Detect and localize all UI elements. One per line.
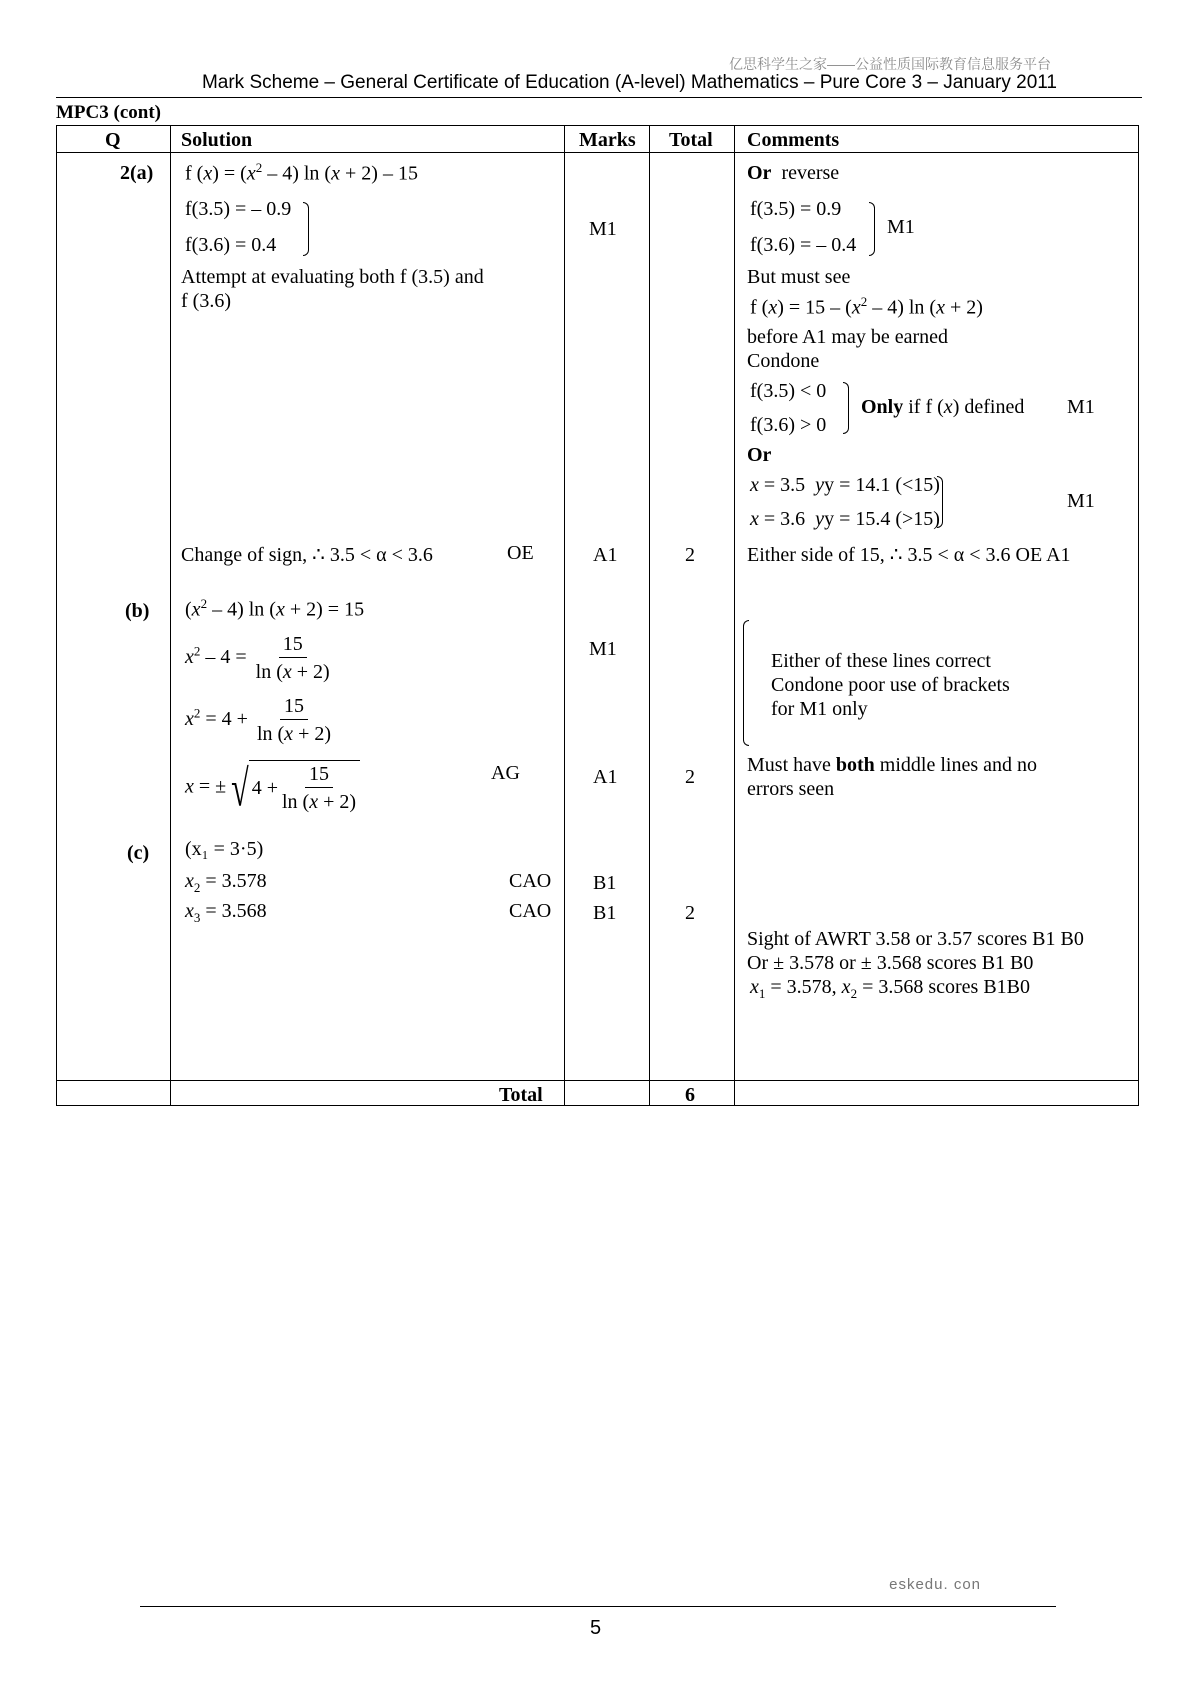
col-divider: [564, 126, 565, 1105]
iteration-x2: $x_2 = 3.578$: [185, 870, 267, 895]
question-label-2a: 2(a): [120, 162, 154, 184]
equation-line: $x^2 = 4$ + $\frac{15}{\ln (x + 2)}$: [185, 695, 332, 745]
comment-text: Either side of 15, ∴ 3.5 < α < 3.6 OE A1: [747, 544, 1071, 566]
comment-text: Must have both middle lines and no: [747, 754, 1037, 776]
comment-text: Condone poor use of brackets: [771, 674, 1010, 696]
right-brace: [303, 202, 309, 256]
col-divider: [649, 126, 650, 1105]
right-brace: [937, 476, 943, 528]
mark-a1: A1: [593, 544, 618, 566]
comment-mark: M1: [1067, 490, 1095, 512]
equation-line: $x^2 - 4$ = $\frac{15}{\ln (x + 2)}$: [185, 633, 330, 683]
comment-mark: M1: [887, 216, 915, 238]
equation-line: x = ± √ 4 + $\frac{15}{\ln (x + 2)}$: [185, 760, 360, 816]
comment-text: Or: [747, 444, 772, 466]
col-header-total: Total: [669, 129, 713, 151]
mark-scheme-table: [56, 125, 1139, 1106]
total-label: Total: [499, 1084, 543, 1106]
comment-text: for M1 only: [771, 698, 868, 720]
section-title: MPC3 (cont): [56, 102, 161, 123]
equation-line: $(x^2 - 4)$ ln (x + 2) = 15: [185, 596, 365, 621]
iteration-x1: (x₁ = 3·5): [185, 838, 264, 860]
mark-m1: M1: [589, 638, 617, 660]
question-label-2b: (b): [125, 600, 150, 622]
mark-b1: B1: [593, 872, 617, 894]
left-brace: [743, 620, 749, 746]
comment-value: x = 3.6 yy = 15.4 (>15): [750, 508, 940, 530]
function-definition: f $(x) = (x^2 - 4)$ ln (x + 2) – 15: [185, 160, 418, 185]
mark-m1: M1: [589, 218, 617, 240]
comment-text: Or reverse: [747, 162, 840, 184]
col-header-marks: Marks: [579, 129, 636, 151]
comment-text: errors seen: [747, 778, 835, 800]
total-value: 2: [685, 544, 695, 566]
comment-text: Or ± 3.578 or ± 3.568 scores B1 B0: [747, 952, 1034, 974]
total-value: 2: [685, 766, 695, 788]
cao-note: CAO: [509, 900, 552, 922]
comment-text: $x_1 = 3.578$, $x_2 = 3.568$ scores B1B0: [750, 976, 1031, 1001]
comment-formula: f $(x) = 15 - (x^2 - 4)$ ln (x + 2): [750, 294, 983, 319]
question-label-2c: (c): [127, 842, 150, 864]
comment-text: Condone: [747, 350, 820, 372]
iteration-x3: $x_3 = 3.568$: [185, 900, 267, 925]
col-divider: [734, 126, 735, 1105]
header-rule: [56, 97, 1142, 98]
comment-value: f(3.6) = – 0.4: [750, 234, 857, 256]
comment-text: Either of these lines correct: [771, 650, 991, 672]
right-brace: [843, 382, 849, 434]
ag-note: AG: [491, 762, 520, 784]
watermark-text: 亿思科学生之家——公益性质国际教育信息服务平台: [729, 56, 1051, 72]
comment-value: f(3.6) > 0: [750, 414, 827, 436]
right-brace: [869, 202, 875, 256]
total-row-rule: [57, 1080, 1138, 1081]
header-row-rule: [57, 152, 1138, 153]
footer-rule: [140, 1606, 1056, 1607]
solution-text: Change of sign, ∴ 3.5 < α < 3.6: [181, 544, 433, 566]
comment-value: f(3.5) < 0: [750, 380, 827, 402]
comment-value: f(3.5) = 0.9: [750, 198, 842, 220]
col-header-solution: Solution: [181, 129, 253, 151]
comment-text: But must see: [747, 266, 851, 288]
comment-text: Sight of AWRT 3.58 or 3.57 scores B1 B0: [747, 928, 1084, 950]
mark-b1: B1: [593, 902, 617, 924]
value-f36: f(3.6) = 0.4: [185, 234, 277, 256]
oe-note: OE: [507, 542, 534, 564]
total-value: 2: [685, 902, 695, 924]
comment-text: before A1 may be earned: [747, 326, 949, 348]
solution-text: Attempt at evaluating both f (3.5) and: [181, 266, 484, 288]
mark-a1: A1: [593, 766, 618, 788]
grand-total: 6: [685, 1084, 695, 1106]
footer-site: eskedu. con: [889, 1576, 981, 1593]
cao-note: CAO: [509, 870, 552, 892]
page-header: Mark Scheme – General Certificate of Education (A-level) Mathematics – Pure Core 3 – January 2011: [201, 72, 1057, 93]
col-divider: [170, 126, 171, 1105]
solution-text: f (3.6): [181, 290, 231, 312]
col-header-comments: Comments: [747, 129, 840, 151]
page-number: 5: [589, 1617, 602, 1639]
comment-mark: M1: [1067, 396, 1095, 418]
comment-text: Only if f (x) defined: [861, 396, 1025, 418]
value-f35: f(3.5) = – 0.9: [185, 198, 292, 220]
comment-value: x = 3.5 yy = 14.1 (<15): [750, 474, 940, 496]
col-header-q: Q: [105, 129, 121, 151]
